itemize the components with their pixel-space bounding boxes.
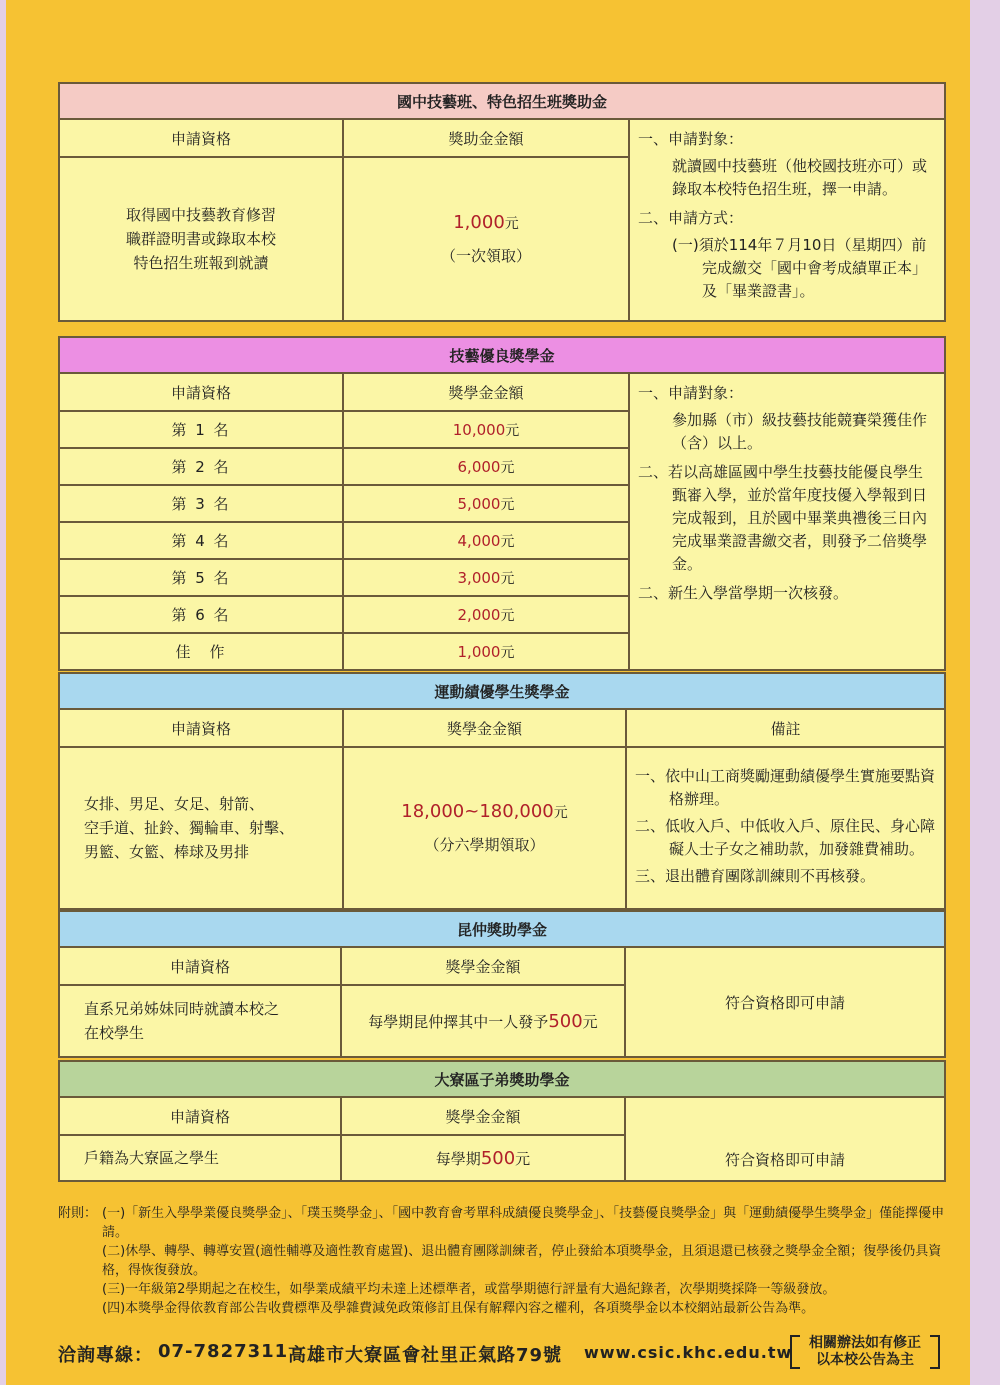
section-title: 運動績優學生獎學金 xyxy=(59,673,945,709)
award-amount: 1,000元 xyxy=(343,633,629,670)
award-amount: 5,000元 xyxy=(343,485,629,522)
rank-label: 佳 作 xyxy=(59,633,343,670)
eligibility-cell: 直系兄弟姊妹同時就讀本校之 在校學生 xyxy=(59,985,341,1057)
award-amount: 6,000元 xyxy=(343,448,629,485)
eligibility-cell: 戶籍為大寮區之學生 xyxy=(59,1135,341,1181)
remark-cell: 符合資格即可申請 xyxy=(625,1097,945,1181)
eligibility-cell: 取得國中技藝教育修習 職群證明書或錄取本校 特色招生班報到就讀 xyxy=(59,157,343,321)
section-title: 昆仲獎助學金 xyxy=(59,911,945,947)
amount-cell: 18,000~180,000元 （分六學期領取） xyxy=(343,747,626,909)
scholarship-table-skill-class xyxy=(58,82,946,322)
section-title: 技藝優良獎學金 xyxy=(59,337,945,373)
rank-label: 第 3 名 xyxy=(59,485,343,522)
amount-cell: 每學期昆仲擇其中一人發予500元 xyxy=(341,985,625,1057)
website-link[interactable]: www.csic.khc.edu.tw xyxy=(584,1343,793,1362)
phone-number: 07-7827311 xyxy=(158,1341,289,1362)
notice-bracket: 相關辦法如有修正 以本校公告為主 xyxy=(790,1335,940,1369)
address: 高雄市大寮區會社里正氣路79號 xyxy=(288,1345,563,1366)
award-amount: 3,000元 xyxy=(343,559,629,596)
section-title: 國中技藝班、特色招生班獎助金 xyxy=(59,83,945,119)
notes-cell: 一、申請對象： 就讀國中技藝班（他校國技班亦可）或錄取本校特色招生班，擇一申請。 二、申請方式： (一)須於114年７月10日（星期四）前完成繳交「國中會考成績單正本」及「畢業證書」。 xyxy=(629,119,945,321)
scholarship-table-siblings xyxy=(58,910,946,1058)
notes-cell: 一、申請對象： 參加縣（市）級技藝技能競賽榮獲佳作（含）以上。 二、若以高雄區國中學生技藝技能優良學生甄審入學，並於當年度技優入學報到日完成報到，且於國中畢業典禮後三日內完成畢業證書繳交者，則發予二倍獎學金。 二、新生入學當學期一次核發。 xyxy=(629,373,945,670)
col-header-remark: 備註 xyxy=(626,709,945,747)
rank-label: 第 2 名 xyxy=(59,448,343,485)
amount-cell: 每學期500元 xyxy=(341,1135,625,1181)
scholarship-table-skill-award xyxy=(58,336,946,671)
amount-cell: 1,000元 （一次領取） xyxy=(343,157,629,321)
award-amount: 2,000元 xyxy=(343,596,629,633)
rank-label: 第 6 名 xyxy=(59,596,343,633)
scholarship-table-daliao xyxy=(58,1060,946,1182)
col-header-amount: 獎學金金額 xyxy=(341,947,625,985)
col-header-amount: 獎助金金額 xyxy=(343,119,629,157)
section-title: 大寮區子弟獎助學金 xyxy=(59,1061,945,1097)
footnotes-label: 附則： xyxy=(58,1206,98,1221)
phone-label: 洽詢專線： xyxy=(58,1345,153,1366)
notes-cell: 一、依中山工商獎勵運動績優學生實施要點資格辦理。 二、低收入戶、中低收入戶、原住民、身心障礙人士子女之補助款，加發雜費補助。 三、退出體育團隊訓練則不再核發。 xyxy=(626,747,945,909)
rank-label: 第 5 名 xyxy=(59,559,343,596)
col-header-amount: 獎學金金額 xyxy=(343,709,626,747)
remark-cell: 符合資格即可申請 xyxy=(625,947,945,1057)
col-header-eligibility: 申請資格 xyxy=(59,709,343,747)
rank-label: 第 1 名 xyxy=(59,411,343,448)
footnotes: 附則： (一)「新生入學學業優良獎學金」、「璞玉獎學金」、「國中教育會考單科成績優良獎學金」、「技藝優良獎學金」與「運動績優學生獎學金」僅能擇優申請。 (二)休學、轉學、轉導安置(適性輔導及適性教育處置)、退出體育團隊訓練者，停止發給本項獎學金，且須退還已核發之獎學金全額；復學後仍具資格，得恢復發放。 (三)一年級第2學期起之在校生，如學業成績平均未達上述標準者，或當學期德行評量有大過紀錄者，次學期獎採降一等級發放。 (四)本獎學金得依教育部公告收費標準及學雜費減免政策修訂且保有解釋內容之權利，各項獎學金以本校網站最新公告為準。 xyxy=(58,1206,945,1316)
col-header-eligibility: 申請資格 xyxy=(59,373,343,411)
award-amount: 10,000元 xyxy=(343,411,629,448)
col-header-eligibility: 申請資格 xyxy=(59,947,341,985)
col-header-amount: 獎學金金額 xyxy=(343,373,629,411)
award-amount: 4,000元 xyxy=(343,522,629,559)
col-header-amount: 獎學金金額 xyxy=(341,1097,625,1135)
scholarship-table-sports xyxy=(58,672,946,910)
col-header-eligibility: 申請資格 xyxy=(59,119,343,157)
eligibility-cell: 女排、男足、女足、射箭、 空手道、扯鈴、獨輪車、射擊、 男籃、女籃、棒球及男排 xyxy=(59,747,343,909)
rank-label: 第 4 名 xyxy=(59,522,343,559)
col-header-eligibility: 申請資格 xyxy=(59,1097,341,1135)
